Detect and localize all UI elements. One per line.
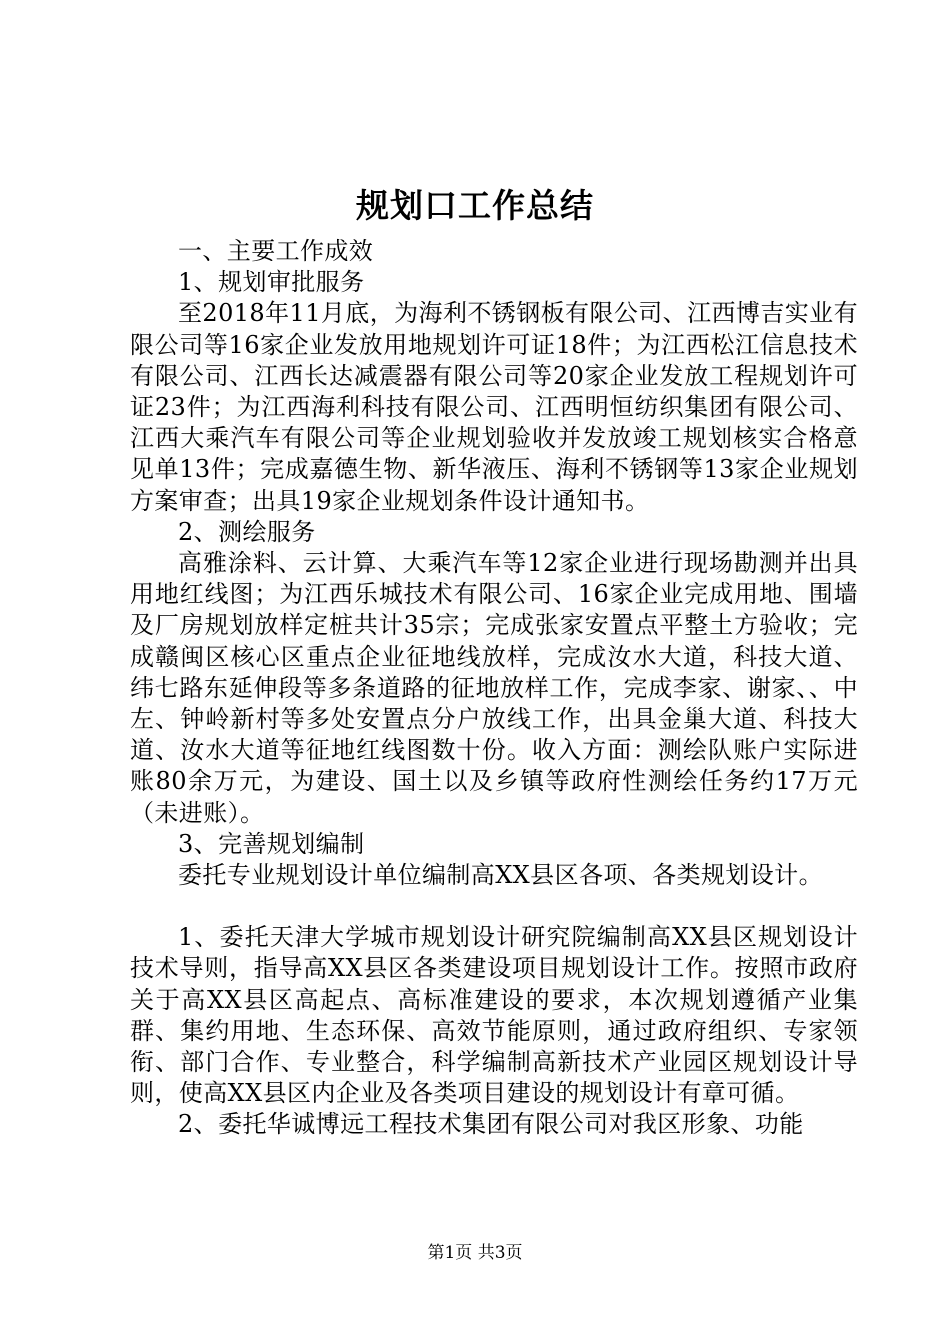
document-body [130, 236, 858, 1141]
section-heading: 一、主要工作成效 [178, 237, 374, 265]
paragraph: 至2018年11月底，为海利不锈钢板有限公司、江西博吉实业有限公司等16家企业发放用地规划许可证18件；为江西松江信息技术有限公司、江西长达减震器有限公司等20家企业发放工程规划许可证23件；为江西海利科技有限公司、江西明恒纺织集团有限公司、江西大乘汽车有限公司等企业规划验收并发放竣工规划核实合格意见单13件；完成嘉德生物、新华液压、海利不锈钢等13家企业规划方案审查；出具19家企业规划条件设计通知书。 [130, 299, 858, 515]
paragraph: 1、委托天津大学城市规划设计研究院编制高XX县区规划设计技术导则，指导高XX县区各类建设项目规划设计工作。按照市政府关于高XX县区高起点、高标准建设的要求，本次规划遵循产业集群、集约用地、生态环保、高效节能原则，通过政府组织、专家领衔、部门合作、专业整合，科学编制高新技术产业园区规划设计导则，使高XX县区内企业及各类项目建设的规划设计有章可循。 [130, 923, 858, 1108]
document-title: 规划口工作总结 [356, 186, 594, 225]
subsection-heading: 2、测绘服务 [178, 517, 316, 546]
page-footer: 第1页 共3页 [427, 1243, 523, 1263]
subsection-heading: 1、规划审批服务 [178, 268, 365, 297]
paragraph: 委托专业规划设计单位编制高XX县区各项、各类规划设计。 [178, 861, 823, 890]
paragraph: 2、委托华诚博远工程技术集团有限公司对我区形象、功能 [178, 1110, 804, 1139]
subsection-heading: 3、完善规划编制 [178, 829, 365, 858]
paragraph: 高雅涂料、云计算、大乘汽车等12家企业进行现场勘测并出具用地红线图；为江西乐城技术有限公司、16家企业完成用地、围墙及厂房规划放样定桩共计35宗；完成张家安置点平整土方验收；完成赣闽区核心区重点企业征地线放样，完成汝水大道，科技大道、纬七路东延伸段等多条道路的征地放样工作，完成李家、谢家、、中左、钟岭新村等多处安置点分户放线工作，出具金巢大道、科技大道、汝水大道等征地红线图数十份。收入方面：测绘队账户实际进账80余万元，为建设、国土以及乡镇等政府性测绘任务约17万元（未进账）。 [130, 549, 858, 827]
